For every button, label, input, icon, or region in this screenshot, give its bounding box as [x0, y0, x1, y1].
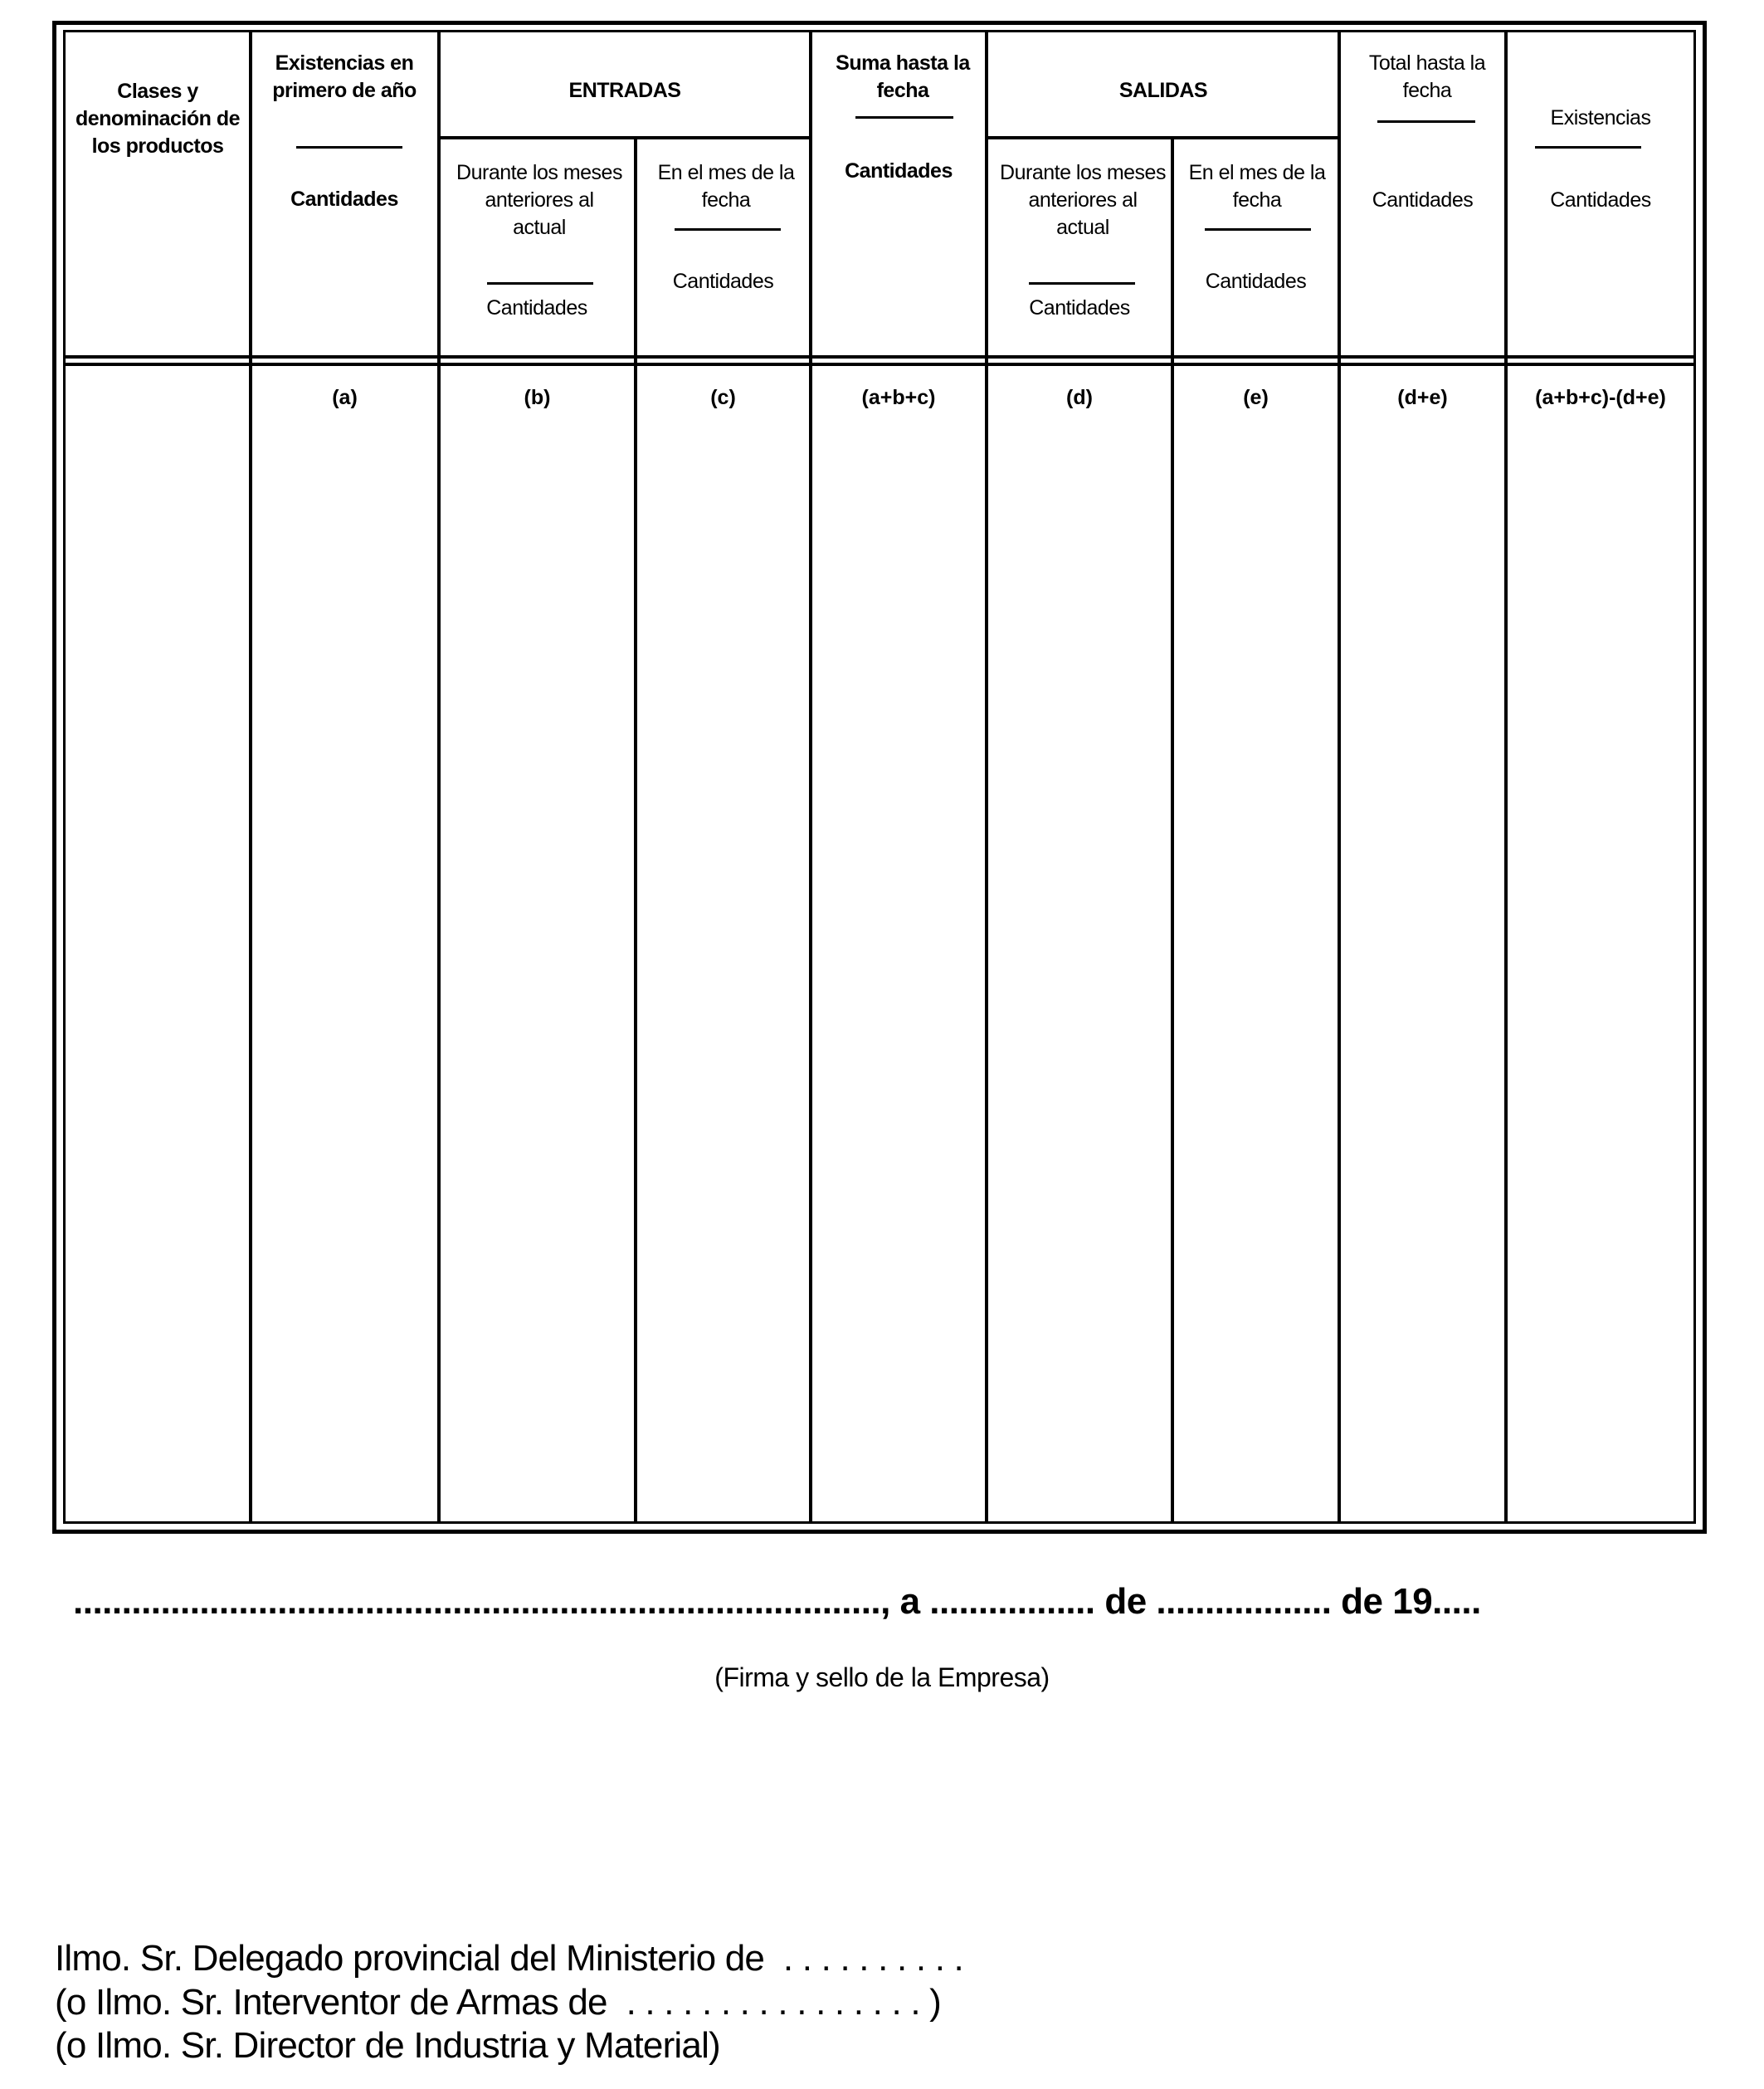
header-bottom-rule — [63, 355, 1696, 359]
code-e: (e) — [1243, 386, 1269, 409]
header-underline — [1205, 228, 1311, 231]
header-suma-text: Suma hasta la fecha — [836, 51, 970, 102]
addressee-line: (o Ilmo. Sr. Interventor de Armas de . . . . . . . . . . . . . . . . ) — [55, 1982, 942, 2023]
header-underline — [1029, 282, 1135, 285]
header-underline — [855, 116, 953, 119]
column-divider — [1338, 30, 1341, 1524]
header-total — [1352, 50, 1502, 105]
column-divider — [809, 30, 812, 1524]
signature-caption: (Firma y sello de la Empresa) — [714, 1662, 1050, 1692]
header-total-text: Total hasta la fecha — [1368, 51, 1486, 102]
header-existencias-inicio-text: Existencias en primero de año — [272, 51, 417, 102]
header-clases-text: Clases y denominación de los productos — [75, 80, 241, 158]
code-a: (a) — [332, 386, 358, 409]
column-divider — [249, 30, 252, 1524]
salidas-group-rule — [985, 136, 1341, 139]
code-final: (a+b+c)-(d+e) — [1535, 386, 1666, 409]
column-divider — [1171, 138, 1174, 1524]
header-salidas: SALIDAS — [1118, 79, 1208, 102]
unit-label: Cantidades — [845, 159, 953, 183]
place-date-line: ..................................................................................., a ................. de .................. de 19..... — [73, 1581, 1481, 1622]
column-divider — [1504, 30, 1508, 1524]
header-existencias: Existencias — [1550, 106, 1651, 129]
header-underline — [296, 146, 402, 149]
unit-label: Cantidades — [1205, 270, 1307, 293]
unit-label: Cantidades — [1550, 188, 1651, 212]
header-underline — [487, 282, 593, 285]
header-bottom-rule-double — [63, 363, 1696, 366]
header-entradas: ENTRADAS — [568, 79, 681, 102]
header-salidas-anteriores-text: Durante los meses anteriores al actual — [1000, 161, 1166, 239]
addressee-line: Ilmo. Sr. Delegado provincial del Ministerio de . . . . . . . . . . — [55, 1938, 963, 1979]
column-divider — [437, 30, 441, 1524]
header-entradas-mes-text: En el mes de la fecha — [657, 161, 795, 212]
unit-label: Cantidades — [486, 296, 587, 320]
code-c: (c) — [710, 386, 736, 409]
code-de: (d+e) — [1397, 386, 1448, 409]
addressee-line: (o Ilmo. Sr. Director de Industria y Material) — [55, 2025, 720, 2066]
code-d: (d) — [1066, 386, 1093, 409]
header-entradas-anteriores-text: Durante los meses anteriores al actual — [456, 161, 622, 239]
header-clases — [68, 78, 247, 160]
header-salidas-mes — [1178, 159, 1336, 214]
code-b: (b) — [524, 386, 551, 409]
unit-label: Cantidades — [290, 188, 398, 211]
header-suma — [821, 50, 984, 105]
code-abc: (a+b+c) — [861, 386, 936, 409]
unit-label: Cantidades — [1372, 188, 1474, 212]
header-entradas-mes — [648, 159, 804, 214]
column-divider — [985, 30, 988, 1524]
column-divider — [634, 138, 637, 1524]
table-inner-border — [63, 30, 1696, 1524]
header-underline — [1377, 120, 1475, 123]
entradas-group-rule — [437, 136, 812, 139]
unit-label: Cantidades — [1029, 296, 1130, 320]
header-underline — [675, 228, 781, 231]
header-entradas-anteriores — [456, 159, 622, 242]
header-salidas-anteriores — [1000, 159, 1166, 242]
unit-label: Cantidades — [672, 270, 774, 293]
header-underline — [1535, 146, 1641, 149]
header-existencias-inicio — [254, 50, 435, 105]
header-salidas-mes-text: En el mes de la fecha — [1188, 161, 1326, 212]
